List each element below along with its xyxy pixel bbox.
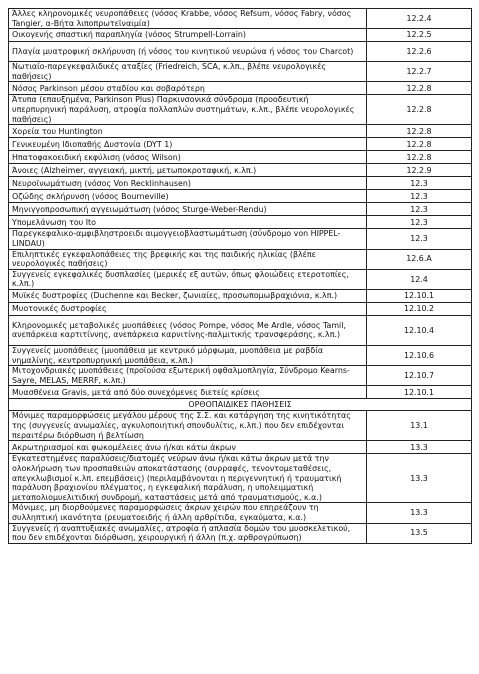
code-cell: 12.10.6 [367, 345, 472, 365]
code-cell: 12.2.8 [367, 151, 472, 164]
table-row [9, 164, 472, 177]
table-row [9, 203, 472, 216]
table-row [9, 503, 472, 523]
condition-cell: Παρεγκεφαλικο-αμφιβληστροειδι αιμογγειοβλαστωμάτωση (σύνδρομο von HIPPEL-LINDAU) [9, 229, 367, 249]
condition-cell: Μόνιμες παραμορφώσεις μεγάλου μέρους της Σ.Σ. και κατάργηση της κινητικότητας της (συγγενείς ανωμαλίες, αγκυλοποιητική σπονδυλίτις, κ.λπ.) που δεν επιδέχονται περαιτέρω διόρθωση ή βελτίωση [9, 411, 367, 441]
table-row [9, 29, 472, 42]
code-cell: 12.10.1 [367, 386, 472, 399]
condition-cell: Μυοτονικές δυστροφίες [9, 302, 367, 315]
table-row [9, 216, 472, 229]
code-cell: 12.10.2 [367, 302, 472, 315]
condition-cell: Ακρωτηριασμοί και φωκομέλειες άνω ή/και κάτω άκρων [9, 441, 367, 454]
table-row [9, 62, 472, 82]
condition-cell: Μηνιγγοπροσωπική αγγειωμάτωση (νόσος Sturge-Weber-Rendu) [9, 203, 367, 216]
table-row [9, 269, 472, 289]
table-row [9, 441, 472, 454]
table-row [9, 190, 472, 203]
table-row [9, 9, 472, 29]
table-row [9, 289, 472, 302]
code-cell: 12.2.8 [367, 125, 472, 138]
table-row [9, 151, 472, 164]
condition-cell: Άλλες κληρονομικές νευροπάθειες (νόσος Krabbe, νόσος Refsum, νόσος Fabry, νόσος Tangier, α-Βήτα λιποπρωτεϊναιμία) [9, 9, 367, 29]
table-row [9, 315, 472, 345]
condition-cell: Άνοιες (Alzheimer, αγγειακή, μικτή, μετωποκροταφική, κ.λπ.) [9, 164, 367, 177]
code-cell: 12.3 [367, 177, 472, 190]
condition-cell: Συγγενείς ή αναπτυξιακές ανωμαλίες, ατροφία ή απλασία δομών του μυοσκελετικού, που δεν επιδέχονται διόρθωση, χειρουργική ή άλλη (π.χ. αρθρογρύπωση) [9, 523, 367, 543]
code-cell: 13.5 [367, 523, 472, 543]
condition-cell: Χορεία του Huntington [9, 125, 367, 138]
table-row [9, 302, 472, 315]
table-row [9, 229, 472, 249]
table-row [9, 42, 472, 62]
conditions-table-body [9, 9, 472, 544]
condition-cell: Πλαγία μυατροφική σκλήρυνση (ή νόσος του κινητικού νευρώνα ή νόσος του Charcot) [9, 42, 367, 62]
condition-cell: Επιληπτικές εγκεφαλοπάθειες της βρεφικής και της παιδικής ηλικίας (βλέπε νευρολογικές παθήσεις) [9, 249, 367, 269]
code-cell: 12.3 [367, 190, 472, 203]
code-cell: 12.6.Α [367, 249, 472, 269]
condition-cell: Μυϊκές δυστροφίες (Duchenne και Becker, ζωνιαίες, προσωπομωβραχιόνια, κ.λπ.) [9, 289, 367, 302]
code-cell: 12.10.1 [367, 289, 472, 302]
condition-cell: Νωτιαίο-παρεγκεφαλιδικές αταξίες (Friedreich, SCA, κ.λπ., βλέπε νευρολογικές παθήσεις) [9, 62, 367, 82]
condition-cell: Οικογενής σπαστική παραπληγία (νόσος Strumpell-Lorrain) [9, 29, 367, 42]
code-cell: 12.3 [367, 216, 472, 229]
condition-cell: Μιτοχονδριακές μυοπάθειες (προϊούσα εξωτερική οφθαλμοπληγία, Σύνδρομο Kearns-Sayre, MELAS, MERRF, κ.λπ.) [9, 366, 367, 386]
code-cell: 13.3 [367, 503, 472, 523]
condition-cell: Γενικευμένη Ιδιοπαθής Δυστονία (DYT 1) [9, 138, 367, 151]
code-cell: 12.10.4 [367, 315, 472, 345]
table-row [9, 366, 472, 386]
condition-cell: Συγγενείς μυοπάθειες (μυοπάθεια με κεντρικό μόρφωμα, μυοπάθεια με ραβδία νημαλίνης, κεντροπυρηνική μυοπάθεια, κ.λπ.) [9, 345, 367, 365]
code-cell: 13.3 [367, 454, 472, 503]
condition-cell: Μυασθένεια Gravis, μετά από δύο συνεχόμενες διετείς κρίσεις [9, 386, 367, 399]
code-cell: 12.2.9 [367, 164, 472, 177]
code-cell: 12.2.8 [367, 82, 472, 95]
code-cell: 12.2.6 [367, 42, 472, 62]
table-row [9, 95, 472, 125]
table-row [9, 138, 472, 151]
code-cell: 12.2.8 [367, 138, 472, 151]
section-header-row [9, 399, 472, 411]
table-row [9, 125, 472, 138]
table-row [9, 411, 472, 441]
condition-cell: Υπομελάνωση του Ito [9, 216, 367, 229]
code-cell: 12.2.5 [367, 29, 472, 42]
code-cell: 12.2.7 [367, 62, 472, 82]
condition-cell: Άτυπα (επαυξημένα, Parkinson Plus) Παρκινσονικά σύνδρομα (προοδευτική υπερπυρηνική παράλυση, ατροφία πολλαπλών συστημάτων, κ.λπ., βλέπε νευρολογικές παθήσεις) [9, 95, 367, 125]
condition-cell: Οζώδης σκλήρυνση (νόσος Bourneville) [9, 190, 367, 203]
condition-cell: Κληρονομικές μεταβολικές μυοπάθειες (νόσος Pompe, νόσος Me Ardle, νόσος Tamil, ανεπάρκεια καρτιτίννης, ανεπάρκεια καρνιτίνης-παλμιτικής τρανσφεράσης, κ.λπ.) [9, 315, 367, 345]
code-cell: 12.3 [367, 229, 472, 249]
condition-cell: Νευροϊνωμάτωση (νόσος Von Recklinhausen) [9, 177, 367, 190]
section-title: ΟΡΘΟΠΑΙΔΙΚΕΣ ΠΑΘΗΣΕΙΣ [9, 399, 472, 411]
code-cell: 12.10.7 [367, 366, 472, 386]
table-row [9, 82, 472, 95]
conditions-table [8, 8, 472, 544]
table-row [9, 249, 472, 269]
table-row [9, 177, 472, 190]
condition-cell: Μόνιμες, μη διορθούμενες παραμορφώσεις άκρων χειρών που επηρεάζουν τη συλληπτική ικανότητα (ρευματοειδής ή άλλη αρθρίτιδα, εγκαύματα, κ.α.) [9, 503, 367, 523]
condition-cell: Συγγενείς εγκεφαλικές δυσπλασίες (μερικές εξ αυτών, όπως φλοιώδεις ετεροτοπίες, κ.λπ.) [9, 269, 367, 289]
table-row [9, 386, 472, 399]
code-cell: 12.3 [367, 203, 472, 216]
code-cell: 13.3 [367, 441, 472, 454]
condition-cell: Ηπατοφακοειδική εκφύλιση (νόσος Wilson) [9, 151, 367, 164]
table-row [9, 345, 472, 365]
code-cell: 13.1 [367, 411, 472, 441]
code-cell: 12.2.4 [367, 9, 472, 29]
code-cell: 12.2.8 [367, 95, 472, 125]
code-cell: 12.4 [367, 269, 472, 289]
table-row [9, 454, 472, 503]
condition-cell: Εγκατεστημένες παραλύσεις/διατομές νεύρων άνω ή/και κάτω άκρων μετά την ολοκλήρωση των προσπαθειών αποκατάστασης (συρραφές, τενοντομεταθέσεις, απεγκλωβισμοί κ.λπ. επεμβάσεις) (περιλαμβάνονται η περιγεννητική ή τραυματική παράλυση βραχιονίου πλέγματος, η εγκεφαλική παράλυση, η υπολειμματική μεταπολιομυελιτιδική συνδρομή, καταστάσεις μετά από τραυματισμούς, κ.α.) [9, 454, 367, 503]
condition-cell: Νόσος Parkinson μέσου σταδίου και σοβαρότερη [9, 82, 367, 95]
table-row [9, 523, 472, 543]
